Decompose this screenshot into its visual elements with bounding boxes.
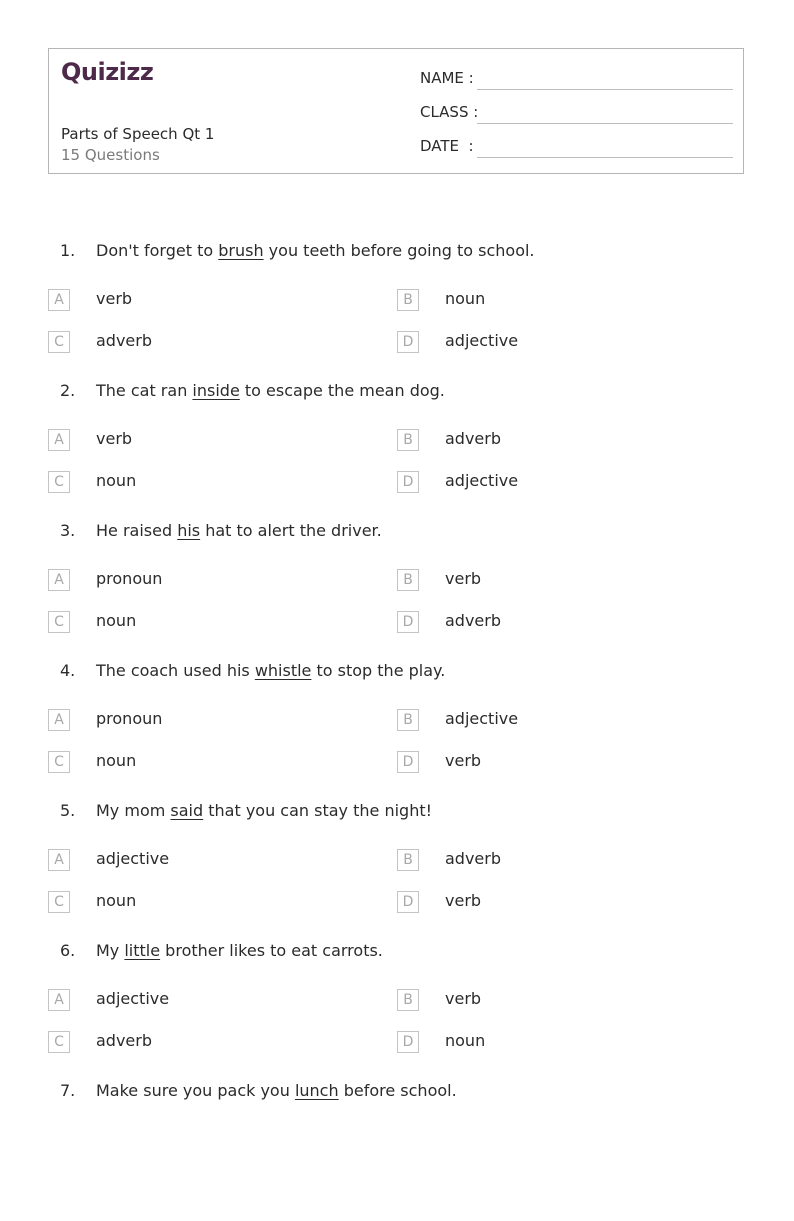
question-text-before: My mom xyxy=(96,801,171,820)
option-text: pronoun xyxy=(96,569,163,588)
name-field[interactable] xyxy=(420,69,733,91)
question-text-after: brother likes to eat carrots. xyxy=(160,941,383,960)
option-text: verb xyxy=(96,289,133,308)
option-text: adverb xyxy=(445,849,502,868)
option-letter-box[interactable]: D xyxy=(397,471,419,493)
date-label: DATE : xyxy=(420,137,474,155)
question-target-word: little xyxy=(124,941,161,960)
option-letter-box[interactable]: C xyxy=(48,611,70,633)
option-letter-box[interactable]: A xyxy=(48,989,70,1011)
quizizz-logo: Quizizz xyxy=(61,58,154,86)
option-text: noun xyxy=(96,891,137,910)
option-letter-box[interactable]: B xyxy=(397,429,419,451)
question-target-word: brush xyxy=(218,241,264,260)
option-text: verb xyxy=(445,751,482,770)
option-text: adverb xyxy=(96,331,153,350)
option-text: noun xyxy=(445,289,486,308)
question-number: 3. xyxy=(60,521,76,540)
option-text: verb xyxy=(445,569,482,588)
question-text-after: that you can stay the night! xyxy=(203,801,433,820)
option-letter-box[interactable]: C xyxy=(48,891,70,913)
question-target-word: his xyxy=(177,521,201,540)
question-5 xyxy=(0,801,794,941)
question-number: 7. xyxy=(60,1081,76,1100)
class-line xyxy=(477,123,733,124)
option-text: adjective xyxy=(96,989,170,1008)
option-text: adverb xyxy=(445,611,502,630)
question-text-before: Make sure you pack you xyxy=(96,1081,295,1100)
question-number: 6. xyxy=(60,941,76,960)
question-text xyxy=(96,521,382,540)
question-number: 1. xyxy=(60,241,76,260)
option-letter-box[interactable]: A xyxy=(48,429,70,451)
question-text xyxy=(96,941,383,960)
option-text: noun xyxy=(96,751,137,770)
option-letter-box[interactable]: B xyxy=(397,849,419,871)
question-text-after: to escape the mean dog. xyxy=(239,381,445,400)
option-letter-box[interactable]: C xyxy=(48,471,70,493)
question-6 xyxy=(0,941,794,1081)
option-text: noun xyxy=(96,471,137,490)
option-letter-box[interactable]: B xyxy=(397,709,419,731)
name-label: NAME : xyxy=(420,69,474,87)
worksheet-header xyxy=(48,48,744,174)
question-text-after: to stop the play. xyxy=(311,661,446,680)
worksheet-title: Parts of Speech Qt 1 xyxy=(61,125,215,143)
question-7 xyxy=(0,1081,794,1221)
question-target-word: inside xyxy=(192,381,240,400)
question-number: 4. xyxy=(60,661,76,680)
question-target-word: said xyxy=(170,801,204,820)
option-text: adjective xyxy=(96,849,170,868)
question-1 xyxy=(0,241,794,381)
question-text xyxy=(96,241,535,260)
question-text-before: The cat ran xyxy=(96,381,193,400)
option-letter-box[interactable]: A xyxy=(48,709,70,731)
option-letter-box[interactable]: D xyxy=(397,611,419,633)
question-text-before: He raised xyxy=(96,521,178,540)
question-number: 5. xyxy=(60,801,76,820)
question-text xyxy=(96,661,445,680)
question-text xyxy=(96,801,432,820)
name-line xyxy=(477,89,733,90)
option-text: verb xyxy=(445,891,482,910)
option-letter-box[interactable]: D xyxy=(397,1031,419,1053)
option-text: adjective xyxy=(445,709,519,728)
option-letter-box[interactable]: D xyxy=(397,331,419,353)
question-text-before: The coach used his xyxy=(96,661,255,680)
question-target-word: lunch xyxy=(294,1081,339,1100)
question-text-after: hat to alert the driver. xyxy=(200,521,382,540)
question-text-after: before school. xyxy=(338,1081,457,1100)
question-target-word: whistle xyxy=(254,661,312,680)
question-text-before: Don't forget to xyxy=(96,241,219,260)
option-text: adjective xyxy=(445,331,519,350)
question-number: 2. xyxy=(60,381,76,400)
question-text xyxy=(96,381,445,400)
option-text: verb xyxy=(445,989,482,1008)
class-field[interactable] xyxy=(420,103,733,125)
option-letter-box[interactable]: B xyxy=(397,569,419,591)
option-letter-box[interactable]: D xyxy=(397,751,419,773)
option-letter-box[interactable]: A xyxy=(48,289,70,311)
option-letter-box[interactable]: B xyxy=(397,989,419,1011)
question-text-before: My xyxy=(96,941,125,960)
option-text: pronoun xyxy=(96,709,163,728)
option-text: adverb xyxy=(445,429,502,448)
option-text: adjective xyxy=(445,471,519,490)
question-text-after: you teeth before going to school. xyxy=(263,241,535,260)
class-label: CLASS : xyxy=(420,103,479,121)
option-letter-box[interactable]: B xyxy=(397,289,419,311)
question-text xyxy=(96,1081,457,1100)
option-letter-box[interactable]: C xyxy=(48,331,70,353)
option-letter-box[interactable]: C xyxy=(48,1031,70,1053)
date-field[interactable] xyxy=(420,137,733,159)
question-4 xyxy=(0,661,794,801)
option-letter-box[interactable]: A xyxy=(48,849,70,871)
option-letter-box[interactable]: D xyxy=(397,891,419,913)
option-text: noun xyxy=(96,611,137,630)
option-letter-box[interactable]: C xyxy=(48,751,70,773)
option-text: noun xyxy=(445,1031,486,1050)
question-3 xyxy=(0,521,794,661)
date-line xyxy=(477,157,733,158)
option-letter-box[interactable]: A xyxy=(48,569,70,591)
question-count: 15 Questions xyxy=(61,146,160,164)
question-2 xyxy=(0,381,794,521)
option-text: adverb xyxy=(96,1031,153,1050)
option-text: verb xyxy=(96,429,133,448)
